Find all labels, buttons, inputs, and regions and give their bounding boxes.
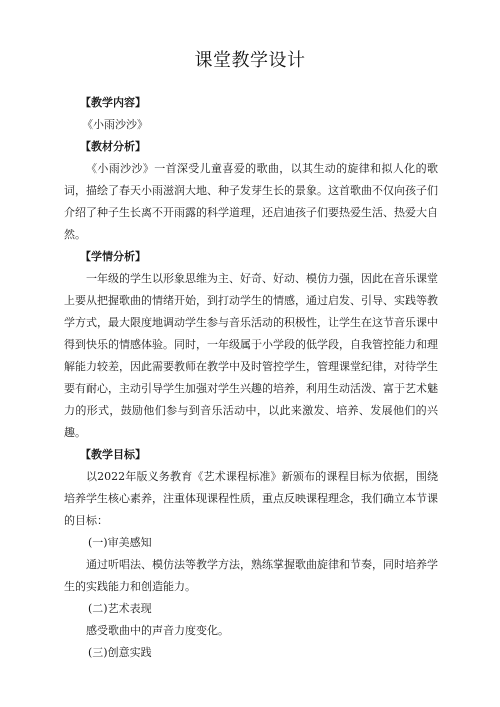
goal-label-creative: (三)创意实践: [88, 646, 152, 659]
page-title: 课堂教学设计: [194, 50, 306, 71]
document-body: [64, 92, 438, 664]
goal-text-expression: 感受歌曲中的声音力度变化。: [86, 624, 229, 637]
goals-intro-paragraph: 以2022年版义务教育《艺术课程标准》新颁布的课程目标为依据，围绕培养学生核心素养，注重体现课程性质，重点反映课程理念，我们确立本节课的目标：: [64, 470, 438, 527]
goal-label-aesthetic: (一)审美感知: [88, 536, 152, 549]
goal-text-aesthetic: 通过听唱法、模仿法等教学方法，熟练掌握歌曲旋律和节奏，同时培养学生的实践能力和创造能力。: [64, 558, 438, 593]
section-heading-content: 【教学内容】: [80, 96, 146, 109]
section-heading-goals: 【教学目标】: [80, 448, 146, 461]
material-analysis-paragraph: 《小雨沙沙》一首深受儿童喜爱的歌曲，以其生动的旋律和拟人化的歌词，描绘了春天小雨滋润大地、种子发芽生长的景象。这首歌曲不仅向孩子们介绍了种子生长离不开雨露的科学道理，还启迪孩子们要热爱生活、热爱大自然。: [64, 162, 438, 241]
goal-label-expression: (二)艺术表现: [88, 602, 152, 615]
section-heading-learner: 【学情分析】: [80, 250, 146, 263]
section-heading-material: 【教材分析】: [80, 140, 146, 153]
song-title: 《小雨沙沙》: [82, 118, 148, 131]
learner-analysis-paragraph: 一年级的学生以形象思维为主、好奇、好动、模仿力强，因此在音乐课堂上要从把握歌曲的情绪开始，到打动学生的情感，通过启发、引导、实践等教学方式，最大限度地调动学生参与音乐活动的积极性，让学生在这节音乐课中得到快乐的情感体验。同时，一年级属于小学段的低学段，自我管控能力和理解能力较差，因此需要教师在教学中及时管控学生，管理课堂纪律，对待学生要有耐心，主动引导学生加强对学生兴趣的培养，利用生动活泼、富于艺术魅力的形式，鼓励他们参与到音乐活动中，以此来激发、培养、发展他们的兴趣。: [64, 272, 438, 439]
